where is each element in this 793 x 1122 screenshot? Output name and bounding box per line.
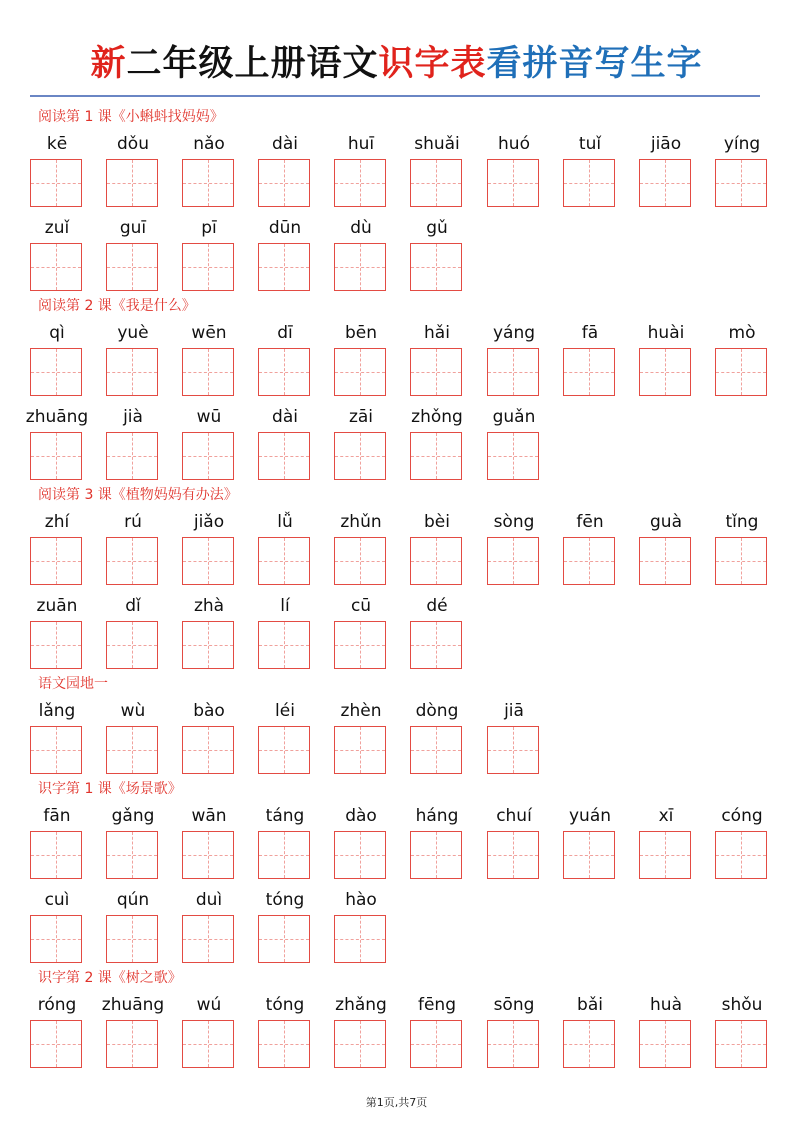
tianzige-box[interactable] (258, 348, 310, 396)
tianzige-box[interactable] (410, 621, 462, 669)
pinyin-text: lí (280, 596, 290, 616)
pinyin-text: dào (345, 806, 377, 826)
tianzige-box[interactable] (30, 159, 82, 207)
tianzige-box[interactable] (106, 243, 158, 291)
grid-guide-horizontal (411, 855, 461, 856)
grid-guide-horizontal (335, 183, 385, 184)
grid-guide-horizontal (411, 750, 461, 751)
pinyin-text: zhà (193, 596, 225, 616)
pinyin-text: dòng (415, 701, 459, 721)
pinyin-text: bǎi (577, 995, 603, 1015)
pinyin-text: zhuāng (101, 995, 165, 1015)
tianzige-box[interactable] (334, 831, 386, 879)
grid-guide-horizontal (31, 645, 81, 646)
grid-guide-horizontal (107, 939, 157, 940)
tianzige-box[interactable] (334, 915, 386, 963)
pinyin-text: guà (650, 512, 682, 532)
tianzige-box[interactable] (258, 1020, 310, 1068)
grid-guide-horizontal (259, 1044, 309, 1045)
section-label: 阅读第 2 课《我是什么》 (38, 298, 196, 314)
tianzige-box[interactable] (334, 726, 386, 774)
grid-guide-horizontal (31, 561, 81, 562)
grid-guide-horizontal (259, 456, 309, 457)
grid-guide-horizontal (335, 750, 385, 751)
tianzige-box[interactable] (639, 831, 691, 879)
grid-guide-horizontal (31, 267, 81, 268)
pinyin-text: zāi (348, 407, 374, 427)
pinyin-text: qún (116, 890, 150, 910)
tianzige-box[interactable] (715, 159, 767, 207)
tianzige-box[interactable] (639, 348, 691, 396)
grid-guide-horizontal (259, 855, 309, 856)
grid-guide-horizontal (640, 561, 690, 562)
pinyin-text: cuì (44, 890, 70, 910)
tianzige-box[interactable] (106, 432, 158, 480)
tianzige-box[interactable] (258, 537, 310, 585)
pinyin-text: wū (196, 407, 222, 427)
tianzige-box[interactable] (563, 831, 615, 879)
tianzige-box[interactable] (106, 726, 158, 774)
tianzige-box[interactable] (30, 621, 82, 669)
pinyin-text: huà (650, 995, 682, 1015)
tianzige-box[interactable] (563, 537, 615, 585)
pinyin-text: sòng (493, 512, 535, 532)
section-label: 阅读第 3 课《植物妈妈有办法》 (38, 487, 238, 503)
section-label: 识字第 2 课《树之歌》 (38, 970, 182, 986)
pinyin-text: jià (123, 407, 143, 427)
tianzige-box[interactable] (487, 537, 539, 585)
grid-guide-horizontal (183, 372, 233, 373)
page-title (0, 44, 793, 84)
tianzige-box[interactable] (182, 243, 234, 291)
page-footer: 第1页,共7页 (365, 1096, 428, 1109)
tianzige-box[interactable] (639, 1020, 691, 1068)
tianzige-box[interactable] (334, 621, 386, 669)
tianzige-box[interactable] (487, 831, 539, 879)
tianzige-box[interactable] (106, 1020, 158, 1068)
pinyin-text: dǒu (117, 134, 149, 154)
pinyin-text: jiā (504, 701, 524, 721)
grid-guide-horizontal (411, 456, 461, 457)
pinyin-text: zhuāng (25, 407, 89, 427)
title-segment: 新 (90, 43, 127, 84)
pinyin-text: sōng (493, 995, 535, 1015)
title-segment: 二年级上册语文 (126, 43, 379, 84)
tianzige-box[interactable] (334, 432, 386, 480)
tianzige-box[interactable] (258, 726, 310, 774)
pinyin-text: rú (124, 512, 142, 532)
pinyin-text: fēn (576, 512, 604, 532)
grid-guide-horizontal (564, 183, 614, 184)
grid-guide-horizontal (335, 267, 385, 268)
tianzige-box[interactable] (334, 243, 386, 291)
pinyin-text: fā (581, 323, 599, 343)
grid-guide-horizontal (716, 1044, 766, 1045)
tianzige-box[interactable] (106, 831, 158, 879)
pinyin-text: fān (43, 806, 71, 826)
tianzige-box[interactable] (563, 159, 615, 207)
grid-guide-horizontal (411, 183, 461, 184)
pinyin-text: táng (265, 806, 305, 826)
grid-guide-horizontal (488, 1044, 538, 1045)
grid-guide-horizontal (183, 939, 233, 940)
pinyin-text: zhǎng (335, 995, 387, 1015)
tianzige-box[interactable] (487, 726, 539, 774)
grid-guide-horizontal (640, 1044, 690, 1045)
pinyin-text: wān (191, 806, 227, 826)
tianzige-box[interactable] (258, 243, 310, 291)
grid-guide-horizontal (335, 645, 385, 646)
pinyin-text: bào (193, 701, 225, 721)
pinyin-text: wù (120, 701, 146, 721)
tianzige-box[interactable] (715, 537, 767, 585)
pinyin-text: shǒu (721, 995, 763, 1015)
pinyin-text: zhǔn (340, 512, 382, 532)
pinyin-text: dài (272, 407, 298, 427)
pinyin-text: chuí (496, 806, 532, 826)
title-segment: 看拼音写生字 (486, 43, 703, 84)
tianzige-box[interactable] (410, 348, 462, 396)
grid-guide-horizontal (411, 372, 461, 373)
grid-guide-horizontal (183, 645, 233, 646)
grid-guide-horizontal (183, 456, 233, 457)
grid-guide-horizontal (640, 855, 690, 856)
grid-guide-horizontal (335, 939, 385, 940)
pinyin-text: róng (37, 995, 77, 1015)
grid-guide-horizontal (335, 372, 385, 373)
section-label: 语文园地一 (38, 676, 108, 692)
pinyin-text: yuán (568, 806, 612, 826)
grid-guide-horizontal (488, 372, 538, 373)
grid-guide-horizontal (107, 183, 157, 184)
grid-guide-horizontal (716, 372, 766, 373)
pinyin-text: jiāo (650, 134, 682, 154)
pinyin-text: dī (277, 323, 293, 343)
tianzige-box[interactable] (334, 1020, 386, 1068)
pinyin-text: zhí (44, 512, 70, 532)
tianzige-box[interactable] (182, 537, 234, 585)
pinyin-text: shuǎi (414, 134, 460, 154)
tianzige-box[interactable] (563, 1020, 615, 1068)
pinyin-text: duì (195, 890, 223, 910)
pinyin-text: hǎi (424, 323, 450, 343)
pinyin-text: gǎng (111, 806, 155, 826)
pinyin-text: lǎng (38, 701, 76, 721)
pinyin-text: dūn (268, 218, 302, 238)
pinyin-text: dài (272, 134, 298, 154)
pinyin-text: kē (46, 134, 68, 154)
pinyin-text: bèi (424, 512, 450, 532)
tianzige-box[interactable] (715, 831, 767, 879)
grid-guide-horizontal (259, 939, 309, 940)
pinyin-text: mò (728, 323, 756, 343)
tianzige-box[interactable] (639, 537, 691, 585)
tianzige-box[interactable] (487, 1020, 539, 1068)
pinyin-text: lǚ (277, 512, 293, 532)
tianzige-box[interactable] (715, 1020, 767, 1068)
tianzige-box[interactable] (30, 432, 82, 480)
grid-guide-horizontal (31, 1044, 81, 1045)
tianzige-box[interactable] (334, 348, 386, 396)
grid-guide-horizontal (259, 750, 309, 751)
pinyin-text: háng (415, 806, 459, 826)
grid-guide-horizontal (107, 645, 157, 646)
grid-guide-horizontal (564, 1044, 614, 1045)
pinyin-text: yáng (492, 323, 536, 343)
section-label: 识字第 1 课《场景歌》 (38, 781, 182, 797)
tianzige-box[interactable] (30, 1020, 82, 1068)
grid-guide-horizontal (488, 855, 538, 856)
pinyin-text: guǎn (492, 407, 536, 427)
tianzige-box[interactable] (182, 621, 234, 669)
tianzige-box[interactable] (106, 915, 158, 963)
pinyin-text: dé (426, 596, 448, 616)
tianzige-box[interactable] (30, 831, 82, 879)
tianzige-box[interactable] (410, 831, 462, 879)
tianzige-box[interactable] (487, 159, 539, 207)
pinyin-text: dǐ (125, 596, 141, 616)
pinyin-text: fēng (417, 995, 456, 1015)
pinyin-text: zhèn (340, 701, 382, 721)
tianzige-box[interactable] (106, 159, 158, 207)
grid-guide-horizontal (640, 183, 690, 184)
tianzige-box[interactable] (258, 915, 310, 963)
tianzige-box[interactable] (30, 915, 82, 963)
pinyin-text: cóng (721, 806, 763, 826)
grid-guide-horizontal (716, 855, 766, 856)
grid-guide-horizontal (107, 855, 157, 856)
grid-guide-horizontal (183, 855, 233, 856)
tianzige-box[interactable] (258, 831, 310, 879)
title-divider (30, 95, 760, 97)
tianzige-box[interactable] (106, 348, 158, 396)
tianzige-box[interactable] (487, 432, 539, 480)
grid-guide-horizontal (107, 372, 157, 373)
title-segment: 识字表 (378, 43, 487, 84)
grid-guide-horizontal (411, 1044, 461, 1045)
grid-guide-horizontal (259, 645, 309, 646)
pinyin-text: huó (498, 134, 530, 154)
pinyin-text: tǐng (725, 512, 759, 532)
grid-guide-horizontal (31, 456, 81, 457)
grid-guide-horizontal (488, 561, 538, 562)
pinyin-text: tóng (265, 995, 305, 1015)
grid-guide-horizontal (183, 1044, 233, 1045)
tianzige-box[interactable] (334, 159, 386, 207)
tianzige-box[interactable] (182, 1020, 234, 1068)
grid-guide-horizontal (259, 561, 309, 562)
tianzige-box[interactable] (106, 537, 158, 585)
pinyin-text: yuè (117, 323, 149, 343)
pinyin-text: dù (350, 218, 372, 238)
tianzige-box[interactable] (182, 915, 234, 963)
tianzige-box[interactable] (182, 159, 234, 207)
tianzige-box[interactable] (410, 1020, 462, 1068)
tianzige-box[interactable] (715, 348, 767, 396)
tianzige-box[interactable] (410, 243, 462, 291)
grid-guide-horizontal (335, 1044, 385, 1045)
grid-guide-horizontal (640, 372, 690, 373)
grid-guide-horizontal (107, 1044, 157, 1045)
grid-guide-horizontal (716, 561, 766, 562)
grid-guide-horizontal (31, 372, 81, 373)
grid-guide-horizontal (107, 561, 157, 562)
grid-guide-horizontal (107, 750, 157, 751)
pinyin-text: gǔ (426, 218, 448, 238)
grid-guide-horizontal (31, 750, 81, 751)
tianzige-box[interactable] (410, 432, 462, 480)
tianzige-box[interactable] (563, 348, 615, 396)
pinyin-text: yíng (723, 134, 761, 154)
grid-guide-horizontal (564, 855, 614, 856)
pinyin-text: wú (196, 995, 222, 1015)
pinyin-text: zhǒng (411, 407, 463, 427)
tianzige-box[interactable] (106, 621, 158, 669)
pinyin-text: qì (49, 323, 65, 343)
grid-guide-horizontal (31, 183, 81, 184)
tianzige-box[interactable] (30, 243, 82, 291)
grid-guide-horizontal (488, 456, 538, 457)
grid-guide-horizontal (183, 561, 233, 562)
grid-guide-horizontal (411, 645, 461, 646)
tianzige-box[interactable] (410, 537, 462, 585)
pinyin-text: tuǐ (578, 134, 602, 154)
pinyin-text: nǎo (193, 134, 225, 154)
grid-guide-horizontal (31, 855, 81, 856)
grid-guide-horizontal (488, 750, 538, 751)
tianzige-box[interactable] (30, 348, 82, 396)
pinyin-text: léi (275, 701, 295, 721)
tianzige-box[interactable] (258, 159, 310, 207)
pinyin-text: wēn (191, 323, 227, 343)
pinyin-text: tóng (265, 890, 305, 910)
grid-guide-horizontal (259, 372, 309, 373)
grid-guide-horizontal (107, 267, 157, 268)
grid-guide-horizontal (183, 267, 233, 268)
grid-guide-horizontal (259, 183, 309, 184)
grid-guide-horizontal (107, 456, 157, 457)
grid-guide-horizontal (335, 456, 385, 457)
pinyin-text: jiǎo (193, 512, 225, 532)
pinyin-text: cū (350, 596, 372, 616)
tianzige-box[interactable] (182, 348, 234, 396)
tianzige-box[interactable] (30, 537, 82, 585)
tianzige-box[interactable] (258, 621, 310, 669)
pinyin-text: zuǐ (44, 218, 70, 238)
grid-guide-horizontal (259, 267, 309, 268)
pinyin-text: huài (647, 323, 685, 343)
tianzige-box[interactable] (182, 432, 234, 480)
tianzige-box[interactable] (487, 348, 539, 396)
grid-guide-horizontal (183, 183, 233, 184)
grid-guide-horizontal (31, 939, 81, 940)
grid-guide-horizontal (564, 372, 614, 373)
tianzige-box[interactable] (182, 726, 234, 774)
grid-guide-horizontal (183, 750, 233, 751)
grid-guide-horizontal (335, 561, 385, 562)
grid-guide-horizontal (335, 855, 385, 856)
grid-guide-horizontal (488, 183, 538, 184)
tianzige-box[interactable] (639, 159, 691, 207)
pinyin-text: huī (347, 134, 375, 154)
section-label: 阅读第 1 课《小蝌蚪找妈妈》 (38, 109, 224, 125)
tianzige-box[interactable] (258, 432, 310, 480)
grid-guide-horizontal (716, 183, 766, 184)
tianzige-box[interactable] (334, 537, 386, 585)
pinyin-text: guī (119, 218, 147, 238)
pinyin-text: hào (345, 890, 377, 910)
tianzige-box[interactable] (410, 726, 462, 774)
pinyin-text: pī (201, 218, 217, 238)
pinyin-text: bēn (344, 323, 378, 343)
tianzige-box[interactable] (410, 159, 462, 207)
tianzige-box[interactable] (182, 831, 234, 879)
grid-guide-horizontal (411, 267, 461, 268)
pinyin-text: xī (658, 806, 674, 826)
grid-guide-horizontal (411, 561, 461, 562)
pinyin-text: zuān (36, 596, 78, 616)
tianzige-box[interactable] (30, 726, 82, 774)
grid-guide-horizontal (564, 561, 614, 562)
